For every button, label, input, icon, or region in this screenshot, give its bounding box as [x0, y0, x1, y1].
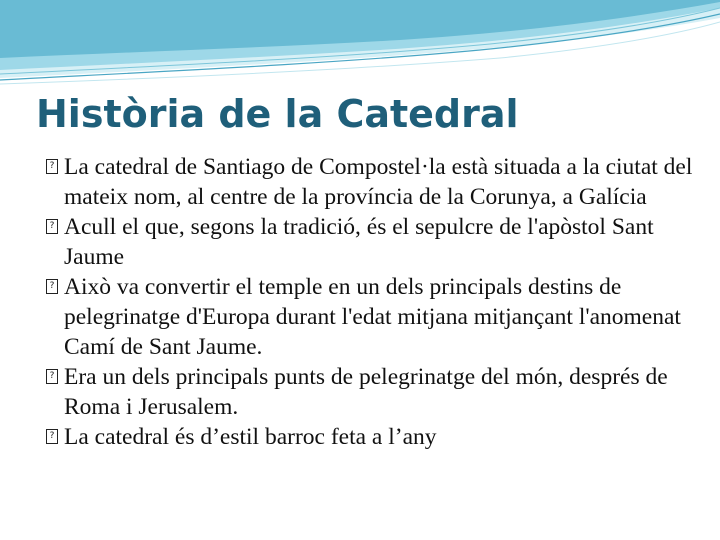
- header-wave-decoration: [0, 0, 720, 90]
- bullet-placeholder-icon: ?: [46, 429, 58, 444]
- bullet-placeholder-icon: ?: [46, 369, 58, 384]
- bullet-placeholder-icon: ?: [46, 219, 58, 234]
- bullet-text: Això va convertir el temple en un dels principals destins de pelegrinatge d'Europa durant l'edat mitjana mitjançant l'anomenat Camí de Sant Jaume.: [64, 274, 681, 360]
- bullet-text: Era un dels principals punts de pelegrinatge del món, després de Roma i Jerusalem.: [64, 364, 668, 420]
- bullet-item: [46, 362, 711, 422]
- bullet-text: La catedral de Santiago de Compostel·la està situada a la ciutat del mateix nom, al centre de la província de la Corunya, a Galícia: [64, 154, 693, 210]
- bullet-item: [46, 422, 711, 452]
- bullet-text: La catedral és d’estil barroc feta a l’any: [64, 424, 437, 450]
- bullet-placeholder-icon: ?: [46, 159, 58, 174]
- bullet-item: [46, 272, 711, 362]
- bullet-placeholder-icon: ?: [46, 279, 58, 294]
- bullet-item: [46, 212, 711, 272]
- bullet-text: Acull el que, segons la tradició, és el sepulcre de l'apòstol Sant Jaume: [64, 214, 654, 270]
- bullet-item: [46, 152, 711, 212]
- bullet-list: [46, 152, 711, 452]
- slide-title: Història de la Catedral: [36, 92, 519, 136]
